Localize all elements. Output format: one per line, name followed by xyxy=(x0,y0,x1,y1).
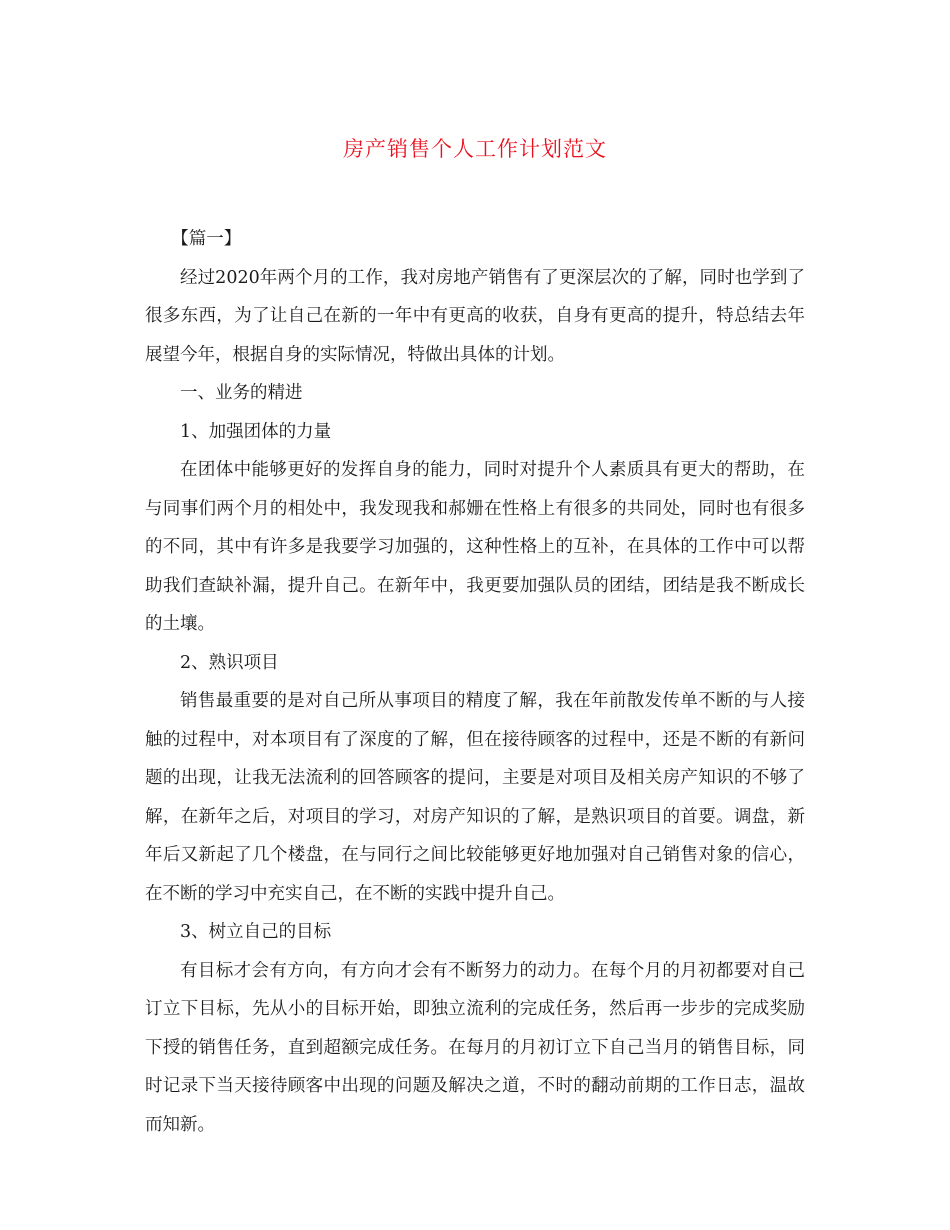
subsection-heading: 1、加强团体的力量 xyxy=(180,421,332,442)
subsection-heading: 3、树立自己的目标 xyxy=(180,922,332,942)
body-paragraph: 有目标才会有方向，有方向才会有不断努力的动力。在每个月的月初都要对自己订立下目标，先从小的目标开始，即独立流利的完成任务，然后再一步步的完成奖励下授的销售任务，直到超额完成任务。在每月的月初订立下自己当月的销售目标，同时记录下当天接待顾客中出现的问题及解决之道，不时的翻动前期的工作日志，温故而知新。 xyxy=(145,960,805,1135)
body-paragraph: 在团体中能够更好的发挥自身的能力，同时对提升个人素质具有更大的帮助，在与同事们两个月的相处中，我发现我和郝姗在性格上有很多的共同处，同时也有很多的不同，其中有许多是我要学习加强的，这种性格上的互补，在具体的工作中可以帮助我们查缺补漏，提升自己。在新年中，我更要加强队员的团结，团结是我不断成长的土壤。 xyxy=(145,460,805,634)
section-heading: 一、业务的精进 xyxy=(180,383,303,403)
section-tag: 【篇一】 xyxy=(171,229,242,249)
body-paragraph: 销售最重要的是对自己所从事项目的精度了解，我在年前散发传单不断的与人接触的过程中，对本项目有了深度的了解，但在接待顾客的过程中，还是不断的有新问题的出现，让我无法流利的回答顾客的提问，主要是对项目及相关房产知识的不够了解，在新年之后，对项目的学习，对房产知识的了解，是熟识项目的首要。调盘，新年后又新起了几个楼盘，在与同行之间比较能够更好地加强对自己销售对象的信心，在不断的学习中充实自己，在不断的实践中提升自己。 xyxy=(145,691,805,904)
document-title: 房产销售个人工作计划范文 xyxy=(343,137,607,161)
subsection-heading: 2、熟识项目 xyxy=(180,652,279,673)
document-body xyxy=(145,220,805,1144)
body-paragraph: 经过2020年两个月的工作，我对房地产销售有了更深层次的了解，同时也学到了很多东西，为了让自己在新的一年中有更高的收获，自身有更高的提升，特总结去年展望今年，根据自身的实际情况，特做出具体的计划。 xyxy=(145,267,805,365)
